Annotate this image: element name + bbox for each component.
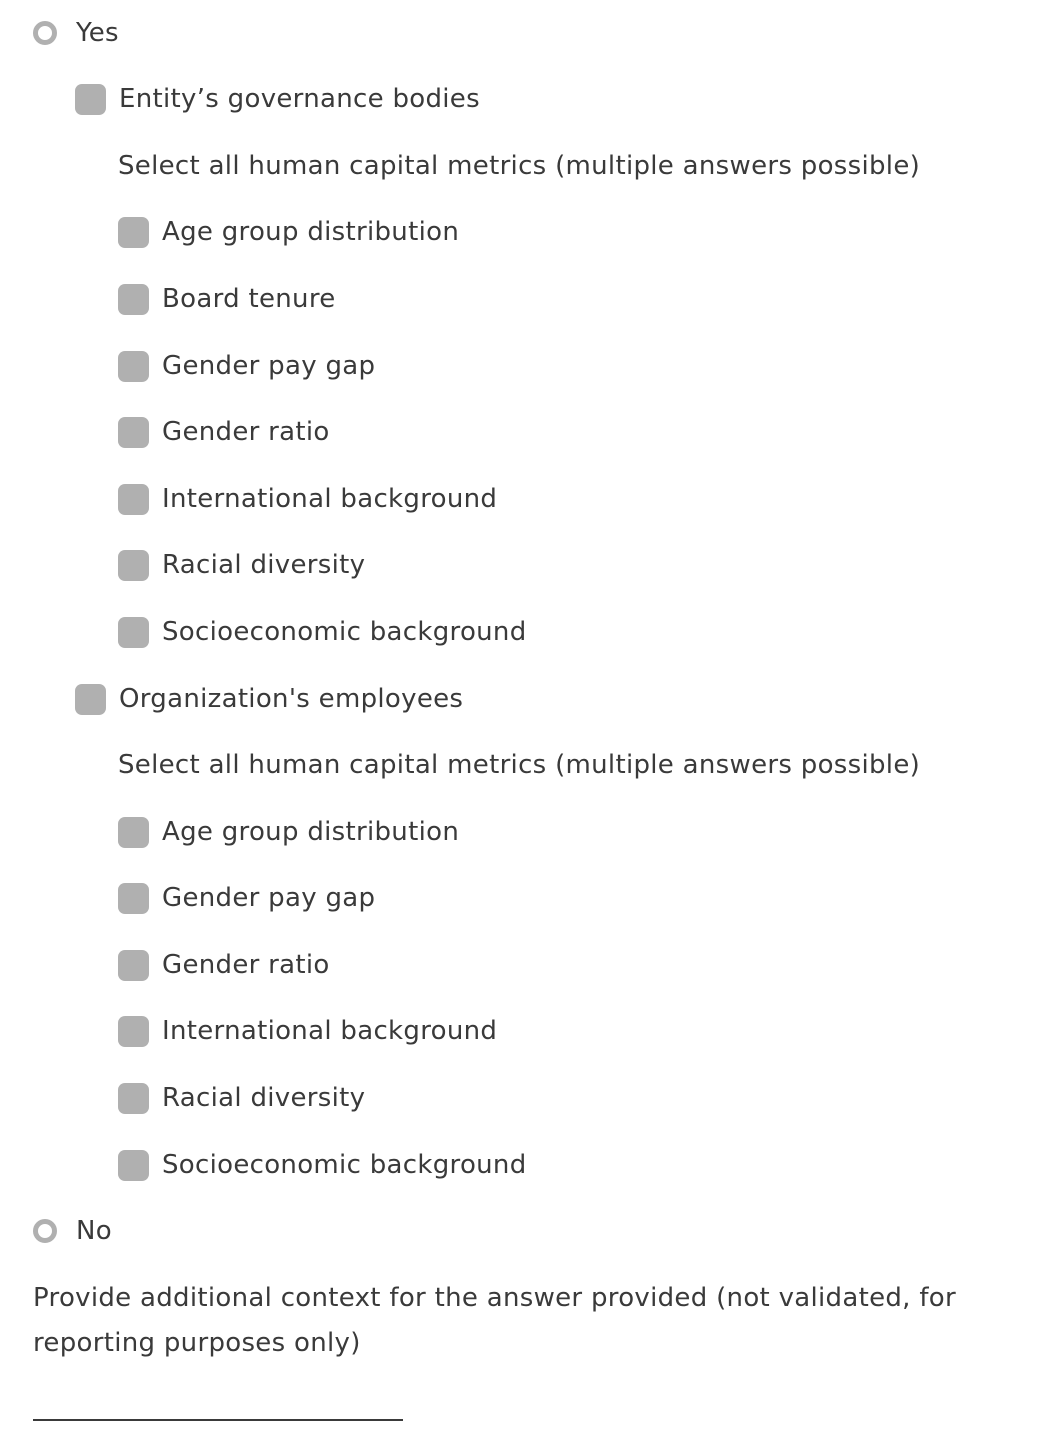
governance-socioeconomic-background-label: Socioeconomic background (162, 617, 527, 647)
governance-age-group-checkbox[interactable] (118, 217, 149, 248)
governance-international-background-label: International background (162, 484, 498, 514)
governance-board-tenure-checkbox[interactable] (118, 284, 149, 315)
employees-gender-ratio-label: Gender ratio (162, 950, 330, 980)
employees-socioeconomic-background-label: Socioeconomic background (162, 1150, 527, 1180)
checkbox-governance-gender-pay-gap[interactable] (118, 347, 375, 385)
governance-gender-ratio-label: Gender ratio (162, 417, 330, 447)
yes-radio-button[interactable] (33, 21, 57, 45)
governance-socioeconomic-background-checkbox[interactable] (118, 617, 149, 648)
checkbox-governance-board-tenure[interactable] (118, 280, 336, 318)
checkbox-employees-racial-diversity[interactable] (118, 1079, 365, 1117)
metrics-prompt-text: Select all human capital metrics (multiple answers possible) (118, 151, 921, 181)
employees-gender-pay-gap-checkbox[interactable] (118, 883, 149, 914)
governance-racial-diversity-label: Racial diversity (162, 550, 366, 580)
governance-board-tenure-label: Board tenure (162, 284, 336, 314)
employees-gender-pay-gap-label: Gender pay gap (162, 883, 376, 913)
checkbox-employees-socioeconomic-background[interactable] (118, 1146, 527, 1184)
governance-gender-pay-gap-label: Gender pay gap (162, 351, 376, 381)
no-radio-button[interactable] (33, 1219, 57, 1243)
employees-racial-diversity-checkbox[interactable] (118, 1083, 149, 1114)
checkbox-employees-age-group-distribution[interactable] (118, 813, 459, 851)
organization-employees-checkbox[interactable] (75, 684, 106, 715)
no-radio-label: No (76, 1216, 112, 1246)
radio-option-no[interactable] (33, 1212, 112, 1250)
metrics-prompt-text: Select all human capital metrics (multiple answers possible) (118, 750, 921, 780)
checkbox-entity-governance-bodies[interactable] (75, 80, 480, 118)
checkbox-governance-racial-diversity[interactable] (118, 546, 365, 584)
employees-gender-ratio-checkbox[interactable] (118, 950, 149, 981)
organization-employees-label: Organization's employees (119, 684, 464, 714)
governance-age-group-label: Age group distribution (162, 217, 460, 247)
employees-international-background-checkbox[interactable] (118, 1016, 149, 1047)
employees-age-group-checkbox[interactable] (118, 817, 149, 848)
checkbox-employees-gender-ratio[interactable] (118, 946, 330, 984)
entity-governance-checkbox[interactable] (75, 84, 106, 115)
checkbox-organization-employees[interactable] (75, 680, 463, 718)
checkbox-governance-international-background[interactable] (118, 480, 497, 518)
employees-racial-diversity-label: Racial diversity (162, 1083, 366, 1113)
checkbox-employees-gender-pay-gap[interactable] (118, 879, 375, 917)
additional-context-label: Provide additional context for the answer provided (not validated, for reporting purposes only) (33, 1283, 956, 1358)
yes-radio-label: Yes (76, 18, 119, 48)
entity-governance-label: Entity’s governance bodies (119, 84, 480, 114)
employees-international-background-label: International background (162, 1016, 498, 1046)
employees-socioeconomic-background-checkbox[interactable] (118, 1150, 149, 1181)
checkbox-governance-age-group-distribution[interactable] (118, 213, 459, 251)
checkbox-employees-international-background[interactable] (118, 1012, 497, 1050)
governance-gender-pay-gap-checkbox[interactable] (118, 351, 149, 382)
checkbox-governance-socioeconomic-background[interactable] (118, 613, 527, 651)
checkbox-governance-gender-ratio[interactable] (118, 413, 330, 451)
entity-governance-metrics-prompt (118, 147, 920, 185)
employees-age-group-label: Age group distribution (162, 817, 460, 847)
org-employees-metrics-prompt (118, 746, 920, 784)
additional-context-input[interactable] (33, 1419, 403, 1421)
governance-gender-ratio-checkbox[interactable] (118, 417, 149, 448)
radio-option-yes[interactable] (33, 14, 119, 52)
governance-international-background-checkbox[interactable] (118, 484, 149, 515)
governance-racial-diversity-checkbox[interactable] (118, 550, 149, 581)
